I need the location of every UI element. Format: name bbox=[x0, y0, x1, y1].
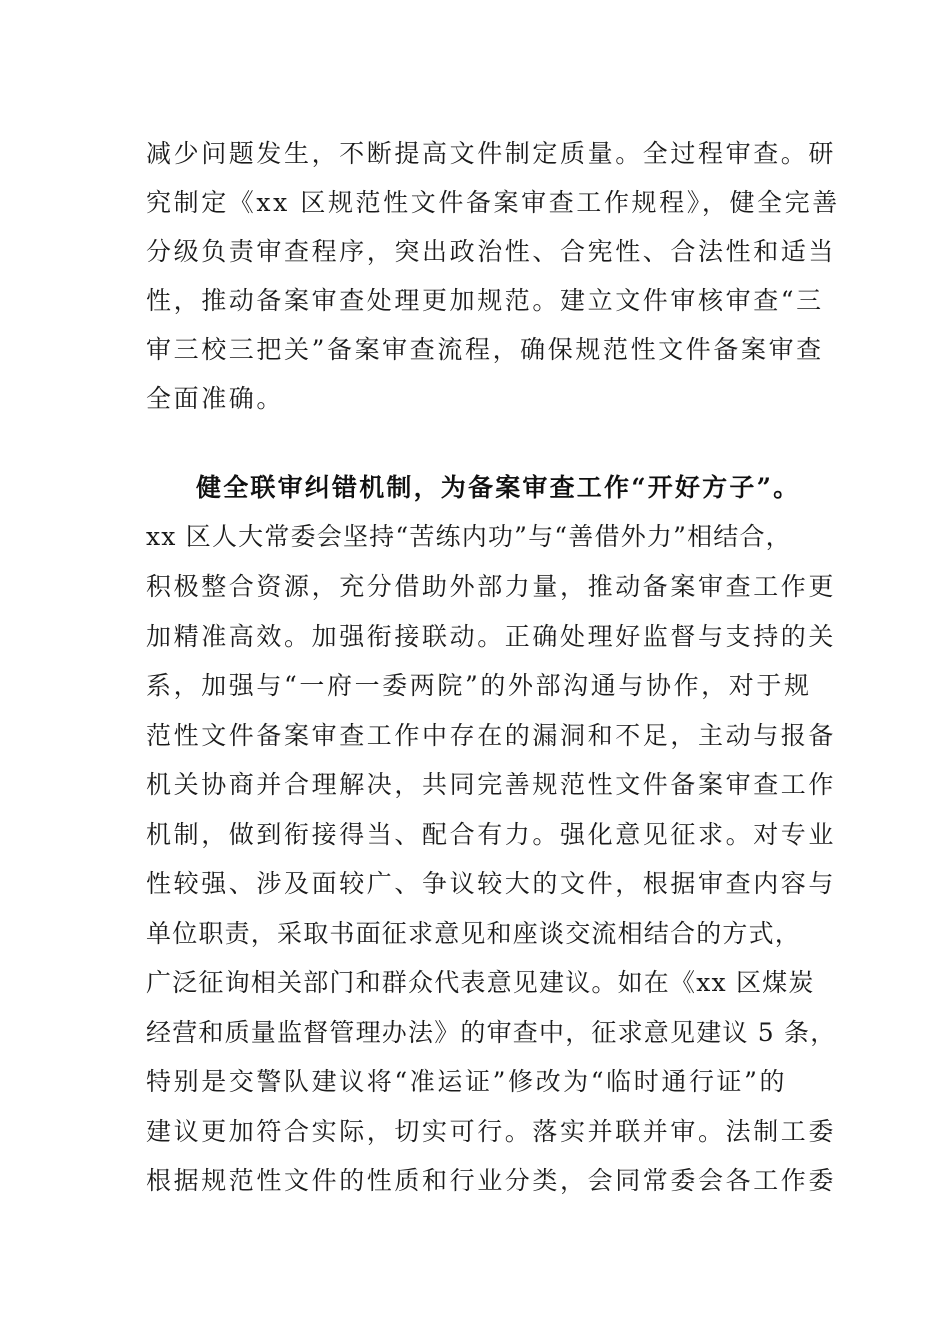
text-line: 根据规范性文件的性质和行业分类，会同常委会各工作委 bbox=[146, 1166, 837, 1195]
text-line: xx 区人大常委会坚持“苦练内功”与“善借外力”相结合， bbox=[146, 522, 792, 551]
text-line: 分级负责审查程序，突出政治性、合宪性、合法性和适当 bbox=[146, 237, 837, 266]
text-line: 系，加强与“一府一委两院”的外部沟通与协作，对于规 bbox=[146, 671, 812, 700]
text-line: 全面准确。 bbox=[146, 384, 285, 413]
section-heading: 健全联审纠错机制，为备案审查工作“开好方子”。 bbox=[196, 473, 801, 502]
text-line: 特别是交警队建议将“准运证”修改为“临时通行证”的 bbox=[146, 1067, 788, 1096]
text-line: 性较强、涉及面较广、争议较大的文件，根据审查内容与 bbox=[146, 869, 837, 898]
text-line: 机关协商并合理解决，共同完善规范性文件备案审查工作 bbox=[146, 770, 837, 799]
text-line: 积极整合资源，充分借助外部力量，推动备案审查工作更 bbox=[146, 572, 837, 601]
text-line: 机制，做到衔接得当、配合有力。强化意见征求。对专业 bbox=[146, 820, 837, 849]
text-line: 减少问题发生，不断提高文件制定质量。全过程审查。研 bbox=[146, 139, 837, 168]
text-line: 性，推动备案审查处理更加规范。建立文件审核审查“三 bbox=[146, 286, 824, 315]
text-line: 加精准高效。加强衔接联动。正确处理好监督与支持的关 bbox=[146, 622, 837, 651]
text-line: 范性文件备案审查工作中存在的漏洞和不足，主动与报备 bbox=[146, 721, 837, 750]
text-line: 经营和质量监督管理办法》的审查中，征求意见建议 5 条， bbox=[146, 1018, 837, 1047]
text-line: 究制定《xx 区规范性文件备案审查工作规程》，健全完善 bbox=[146, 188, 840, 217]
text-line: 单位职责，采取书面征求意见和座谈交流相结合的方式， bbox=[146, 919, 802, 948]
text-line: 审三校三把关”备案审查流程，确保规范性文件备案审查 bbox=[146, 335, 824, 364]
text-line: 建议更加符合实际，切实可行。落实并联并审。法制工委 bbox=[146, 1117, 837, 1146]
text-line: 广泛征询相关部门和群众代表意见建议。如在《xx 区煤炭 bbox=[146, 968, 815, 997]
